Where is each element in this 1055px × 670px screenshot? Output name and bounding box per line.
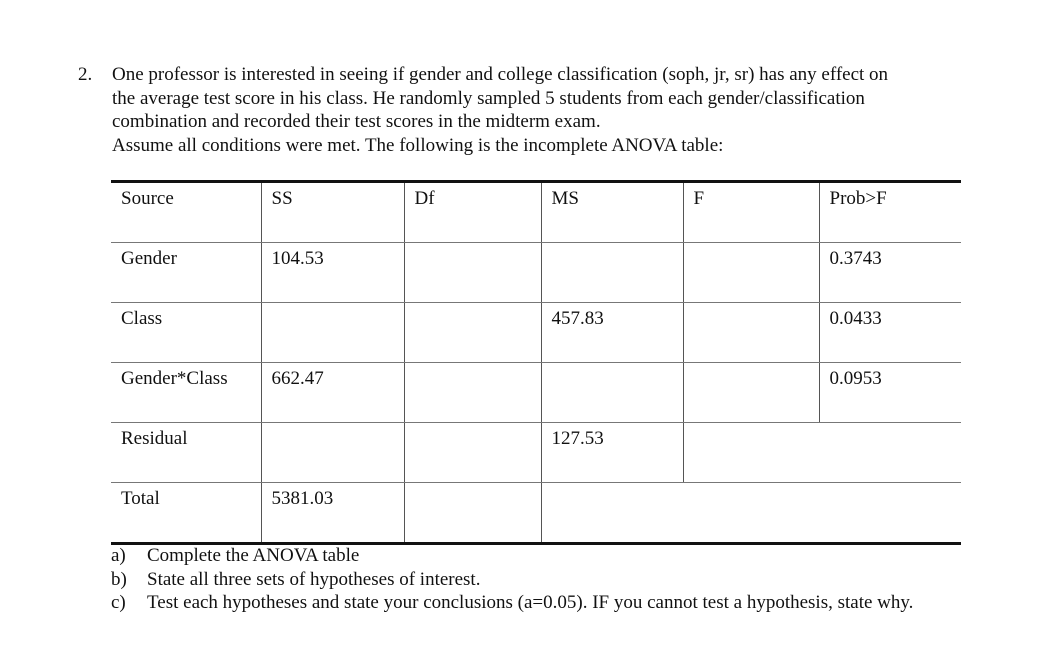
cell-ms [541,483,683,544]
cell-f [683,423,819,483]
table-row-class [111,303,961,363]
question-text [112,63,972,157]
anova-table [111,180,961,545]
table-row-total [111,483,961,544]
cell-ms: 457.83 [541,303,683,363]
header-df: Df [404,182,541,243]
part-text: State all three sets of hypotheses of interest. [147,568,481,590]
cell-source: Residual [111,423,261,483]
cell-ms: 127.53 [541,423,683,483]
question-line: One professor is interested in seeing if gender and college classification (soph, jr, sr) has any effect on [112,64,889,85]
header-source: Source [111,182,261,243]
table-row-gender-class [111,363,961,423]
question-line: the average test score in his class. He randomly sampled 5 students from each gender/classification [112,87,865,109]
table-row-gender [111,243,961,303]
question-line: Assume all conditions were met. The following is the incomplete ANOVA table: [112,134,724,156]
cell-df [404,303,541,363]
cell-ss [261,303,404,363]
cell-f [683,483,819,544]
cell-df [404,243,541,303]
part-c [111,591,971,615]
header-ss: SS [261,182,404,243]
cell-df [404,423,541,483]
part-label: a) [111,545,126,566]
part-a [111,544,971,568]
header-ms: MS [541,182,683,243]
cell-df [404,483,541,544]
part-label: b) [111,568,127,590]
cell-ss: 104.53 [261,243,404,303]
part-b [111,568,971,592]
cell-prob: 0.0953 [819,363,961,423]
header-prob: Prob>F [819,182,961,243]
part-label: c) [111,592,126,613]
cell-ss: 662.47 [261,363,404,423]
cell-f [683,363,819,423]
cell-prob [819,423,961,483]
cell-ms [541,363,683,423]
cell-prob: 0.0433 [819,303,961,363]
table-header-row [111,182,961,243]
question-number: 2. [78,64,93,85]
question-parts [111,544,971,615]
cell-ss: 5381.03 [261,483,404,544]
part-text: Test each hypotheses and state your conclusions (a=0.05). IF you cannot test a hypothesis, state why. [147,592,914,613]
cell-source: Total [111,483,261,544]
cell-source: Class [111,303,261,363]
cell-prob: 0.3743 [819,243,961,303]
cell-ss [261,423,404,483]
cell-f [683,303,819,363]
cell-f [683,243,819,303]
table-row-residual [111,423,961,483]
cell-source: Gender*Class [111,363,261,423]
cell-df [404,363,541,423]
header-f: F [683,182,819,243]
part-text: Complete the ANOVA table [147,545,360,566]
cell-ms [541,243,683,303]
question-line: combination and recorded their test scores in the midterm exam. [112,111,601,132]
cell-source: Gender [111,243,261,303]
cell-prob [819,483,961,544]
